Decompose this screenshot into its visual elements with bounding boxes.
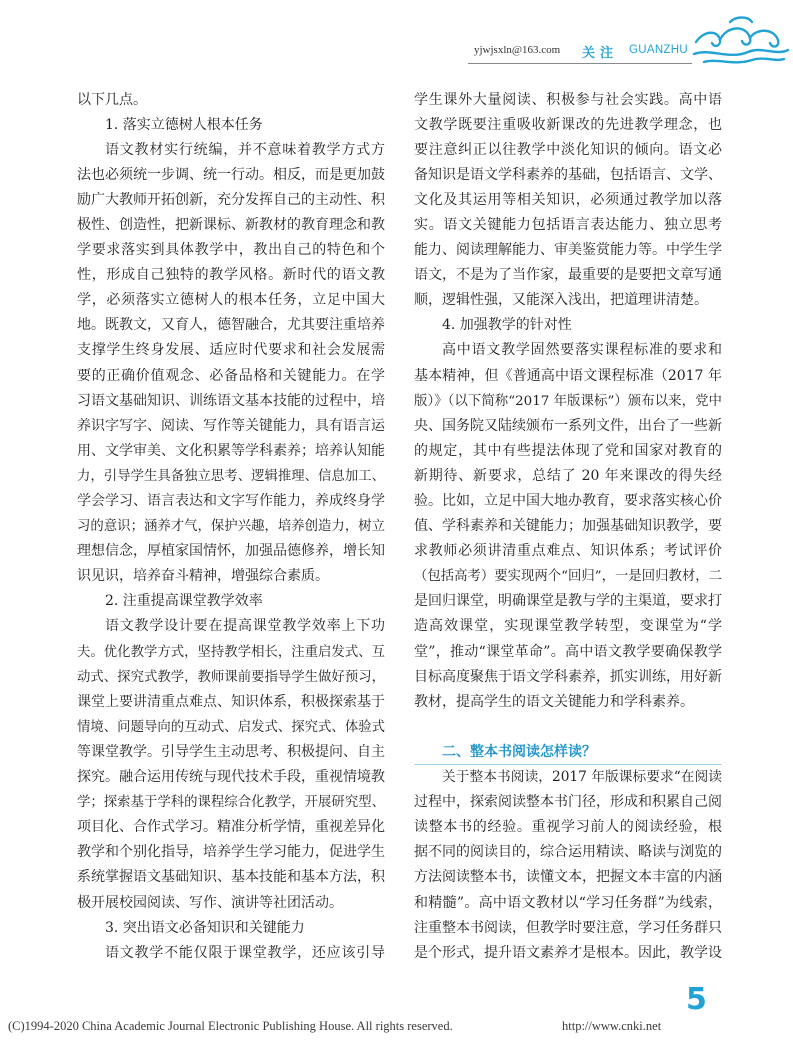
text-line: 要注意纠正以往教学中淡化知识的倾向。语文必 <box>414 141 722 158</box>
text-line: 过程中，探索阅读整本书门径，形成和积累自己阅 <box>414 794 722 811</box>
text-line: 注重整本书阅读，但教学时要注意，学习任务群只 <box>414 919 722 936</box>
text-line: 要的正确价值观念、必备品格和关键能力。在学 <box>77 367 385 384</box>
text-line: 据不同的阅读目的，综合运用精读、略读与浏览的 <box>414 844 722 861</box>
text-line: 实。语文关键能力包括语言表达能力、独立思考 <box>414 216 722 233</box>
contact-email: yjwjsxln@163.com <box>474 44 561 56</box>
paragraph <box>77 941 385 966</box>
text-line: 央、国务院又陆续颁布一系列文件，出台了一些新 <box>414 417 722 434</box>
text-line: 习语文基础知识、训练语文基本技能的过程中，培 <box>77 392 385 409</box>
text-line: 是个形式，提升语文素养才是根本。因此，教学设 <box>414 944 722 961</box>
text-line: 支撑学生终身发展、适应时代要求和社会发展需 <box>77 342 385 359</box>
text-line: 教材，提高学生的语文关键能力和学科素养。 <box>414 693 694 710</box>
page-number: 5 <box>686 982 707 1017</box>
text-line: 语文，不是为了当作家，最重要的是要把文章写通 <box>414 267 722 284</box>
paragraph <box>77 138 385 590</box>
text-line: （包括高考）要实现两个“回归”，一是回归教材，二 <box>414 569 722 585</box>
text-line: 验。比如，立足中国大地办教育，要求落实核心价 <box>414 493 722 509</box>
text-line: 目标高度聚焦于语文学科素养，抓实训练，用好新 <box>414 668 722 685</box>
text-line: 关于整本书阅读，2017 年版课标要求“在阅读 <box>442 769 722 786</box>
cnki-url: http://www.cnki.net <box>562 1019 662 1033</box>
section-label-pinyin: GUANZHU <box>629 44 688 56</box>
text-line: 课堂上要讲清重点难点、知识体系，积极探索基于 <box>77 693 385 710</box>
text-line: 习的意识；涵养才气，保护兴趣，培养创造力，树立 <box>77 519 385 535</box>
text-line: 等课堂教学。引导学生主动思考、积极提问、自主 <box>77 743 385 760</box>
text-line: 学；探索基于学科的课程综合化教学，开展研究型、 <box>77 795 385 811</box>
text-line: 以下几点。 <box>77 91 147 108</box>
text-line: 新期待、新要求，总结了 20 年来课改的得失经 <box>414 467 722 484</box>
paragraph <box>77 88 385 113</box>
text-line: 的规定，其中有些提法体现了党和国家对教育的 <box>414 442 722 459</box>
text-line: 动式、探究式教学，教师课前要指导学生做好预习， <box>77 669 385 685</box>
text-line: 值、学科素养和关键能力；加强基础知识教学，要 <box>414 518 722 535</box>
text-line: 高中语文教学固然要落实课程标准的要求和 <box>442 342 722 359</box>
section-heading: 二、整本书阅读怎样读？ <box>414 740 722 765</box>
text-line: 文教学既要注重吸收新课改的先进教学理念，也 <box>414 116 722 133</box>
text-line: 情境、问题导向的互动式、启发式、探究式、体验式 <box>77 719 385 735</box>
text-line: 用、文学审美、文化积累等学科素养；培养认知能 <box>77 442 385 459</box>
subheading: 3. 突出语文必备知识和关键能力 <box>105 919 305 936</box>
paragraph <box>414 765 722 966</box>
text-line: 语文教学设计要在提高课堂教学效率上下功 <box>105 618 385 635</box>
right-column <box>414 88 722 966</box>
paragraph <box>414 338 722 714</box>
text-line: 励广大教师开拓创新，充分发挥自己的主动性、积 <box>77 191 385 208</box>
text-line: 理想信念，厚植家国情怀，加强品德修养，增长知 <box>77 543 385 560</box>
text-line: 极开展校园阅读、写作、演讲等社团活动。 <box>77 894 343 911</box>
text-line: 造高效课堂，实现课堂教学转型，变课堂为“学 <box>414 618 722 635</box>
cloud-logo-icon <box>690 12 790 68</box>
left-column <box>77 88 385 966</box>
text-line: 系统掌握语文基础知识、基本技能和基本方法，积 <box>77 869 385 886</box>
text-line: 探究。融合运用传统与现代技术手段，重视情境教 <box>77 769 385 786</box>
text-line: 学，必须落实立德树人的根本任务，立足中国大 <box>77 292 385 309</box>
text-line: 法也必须统一步调、统一行动。相反，而是更加鼓 <box>77 166 385 183</box>
text-line: 和精髓”。高中语文教材以“学习任务群”为线索， <box>414 894 722 911</box>
text-line: 教学和个别化指导，培养学生学习能力，促进学生 <box>77 844 385 861</box>
text-line: 力，引导学生具备独立思考、逻辑推理、信息加工、 <box>77 468 385 484</box>
header-rule <box>468 63 692 64</box>
text-line: 学会学习、语言表达和文字写作能力，养成终身学 <box>77 493 385 509</box>
text-line: 方法阅读整本书，读懂文本，把握文本丰富的内涵 <box>414 869 722 886</box>
subheading: 4. 加强教学的针对性 <box>442 317 572 334</box>
text-line: 读整本书的经验。重视学习前人的阅读经验，根 <box>414 819 722 836</box>
text-line: 求教师必须讲清重点难点、知识体系；考试评价 <box>414 543 722 560</box>
paragraph <box>77 614 385 915</box>
text-line: 识见识，培养奋斗精神，增强综合素质。 <box>77 568 329 585</box>
subheading: 1. 落实立德树人根本任务 <box>105 116 263 133</box>
text-line: 语文教学不能仅限于课堂教学，还应该引导 <box>105 944 385 961</box>
text-line: 语文教材实行统编，并不意味着教学方式方 <box>105 141 385 158</box>
text-line: 地。既教文，又育人，德智融合，尤其要注重培养 <box>77 317 385 334</box>
text-line: 极性、创造性，把新课标、新教材的教育理念和教 <box>77 216 385 233</box>
text-line: 备知识是语文学科素养的基础，包括语言、文学、 <box>414 166 722 183</box>
text-line: 能力、阅读理解能力、审美鉴赏能力等。中学生学 <box>414 242 722 259</box>
text-line: 学生课外大量阅读、积极参与社会实践。高中语 <box>414 91 722 108</box>
copyright-notice: (C)1994-2020 China Academic Journal Electronic Publishing House. All rights reserved. <box>8 1019 453 1033</box>
text-line: 堂”，推动“课堂革命”。高中语文教学要确保教学 <box>414 643 722 660</box>
text-line: 项目化、合作式学习。精准分析学情，重视差异化 <box>77 819 385 836</box>
paragraph <box>414 88 722 314</box>
text-line: 版）》（以下简称“2017 年版课标”）颁布以来，党中 <box>414 393 722 409</box>
text-line: 学要求落实到具体教学中，教出自己的特色和个 <box>77 242 385 259</box>
text-line: 性，形成自己独特的教学风格。新时代的语文教 <box>77 267 385 284</box>
section-label: 关注 <box>582 46 619 61</box>
text-line: 是回归课堂，明确课堂是教与学的主渠道，要求打 <box>414 593 722 610</box>
subheading: 2. 注重提高课堂教学效率 <box>105 593 263 610</box>
text-line: 夫。优化教学方式，坚持教学相长，注重启发式、互 <box>77 644 385 660</box>
text-line: 文化及其运用等相关知识，必须通过教学加以落 <box>414 191 722 208</box>
text-line: 养识字写字、阅读、写作等关键能力，具有语言运 <box>77 417 385 434</box>
text-line: 基本精神，但《普通高中语文课程标准（2017 年 <box>414 367 722 384</box>
text-line: 顺，逻辑性强，又能深入浅出，把道理讲清楚。 <box>414 292 708 309</box>
